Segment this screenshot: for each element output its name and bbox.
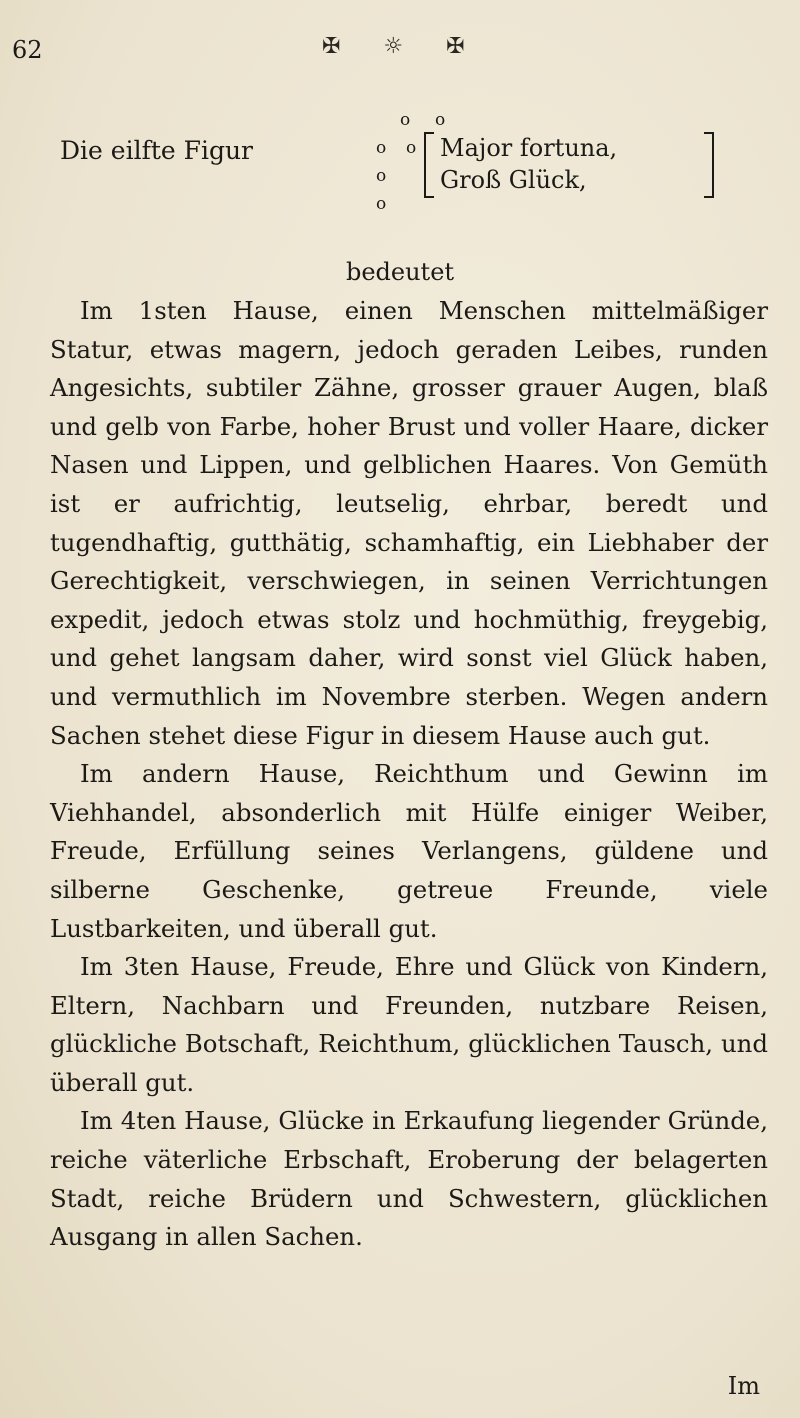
paragraph-house-1: Im 1sten Hause, einen Menschen mittelmäßiger Statur, etwas magern, jedoch geraden Leibes, runden Angesichts, subtiler Zähne, grosser grauer Augen, blaß und gelb von Farbe, hoher Brust und voller Haare, dicker Nasen und Lippen, und gelblichen Haares. Von Gemüth ist er aufrichtig, leutselig, ehrbar, beredt und tugendhaftig, gutthätig, schamhaftig, ein Liebhaber der Gerechtigkeit, verschwiegen, in seinen Verrichtungen expedit, jedoch etwas stolz und hochmüthig, freygebig, und gehet langsam daher, wird sonst viel Glück haben, und vermuthlich im Novembre sterben. Wegen andern Sachen stehet diese Figur in diesem Hause auch gut.	[50, 296, 768, 750]
section-heading: bedeutet	[345, 258, 455, 286]
catchword: Im	[727, 1372, 760, 1400]
geomantic-figure-block	[60, 108, 740, 258]
figure-dot: o	[435, 110, 446, 130]
paragraph-house-2: Im andern Hause, Reichthum und Gewinn im Viehhandel, absonderlich mit Hülfe einiger Weiber, Freude, Erfüllung seines Verlangens, güldene und silberne Geschenke, getreue Freunde, viele Lustbarkeiten, und überall gut.	[50, 759, 768, 943]
header-ornament: ✠ ☼ ✠	[322, 34, 483, 59]
figure-dot: o	[406, 138, 417, 158]
figure-german-name: Groß Glück,	[440, 166, 587, 194]
figure-latin-name: Major fortuna,	[440, 134, 618, 162]
figure-dot: o	[376, 138, 387, 158]
body-text	[50, 292, 768, 1257]
page-number: 62	[12, 36, 43, 64]
figure-dot: o	[400, 110, 411, 130]
paragraph-house-3: Im 3ten Hause, Freude, Ehre und Glück von Kindern, Eltern, Nachbarn und Freunden, nutzbare Reisen, glückliche Botschaft, Reichthum, glücklichen Tausch, und überall gut.	[50, 952, 768, 1097]
figure-label: Die eilfte Figur	[60, 136, 254, 165]
figure-dot: o	[376, 166, 387, 186]
paragraph-house-4: Im 4ten Hause, Glücke in Erkaufung liegender Gründe, reiche väterliche Erbschaft, Eroberung der belagerten Stadt, reiche Brüdern und Schwestern, glücklichen Ausgang in allen Sachen.	[50, 1106, 768, 1252]
figure-dot: o	[376, 194, 387, 214]
